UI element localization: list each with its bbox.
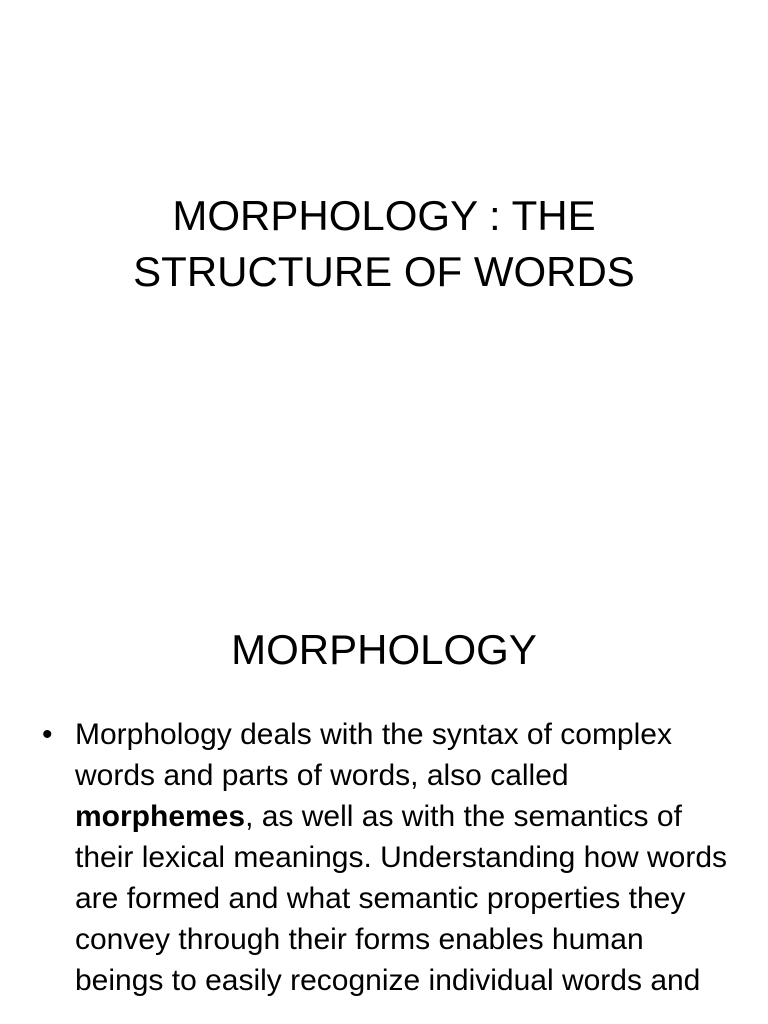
morphology-slide <box>0 560 768 1024</box>
bullet-text-after: , as well as with the semantics of their lexical meanings. Understanding how words are formed and what semantic properties they convey through their forms enables human beings to easily recognize individual words and <box>75 800 728 997</box>
bullet-item <box>40 714 728 1001</box>
bullet-list <box>40 714 728 1001</box>
slide-title <box>40 188 728 300</box>
title-line-1: MORPHOLOGY : THE <box>172 192 596 239</box>
title-line-2: STRUCTURE OF WORDS <box>133 248 635 295</box>
bullet-text-before: Morphology deals with the syntax of complex words and parts of words, also called <box>75 718 672 792</box>
bullet-bold-term: morphemes <box>75 800 246 833</box>
bullet-marker: • <box>42 718 53 751</box>
slide-heading: MORPHOLOGY <box>231 626 537 673</box>
